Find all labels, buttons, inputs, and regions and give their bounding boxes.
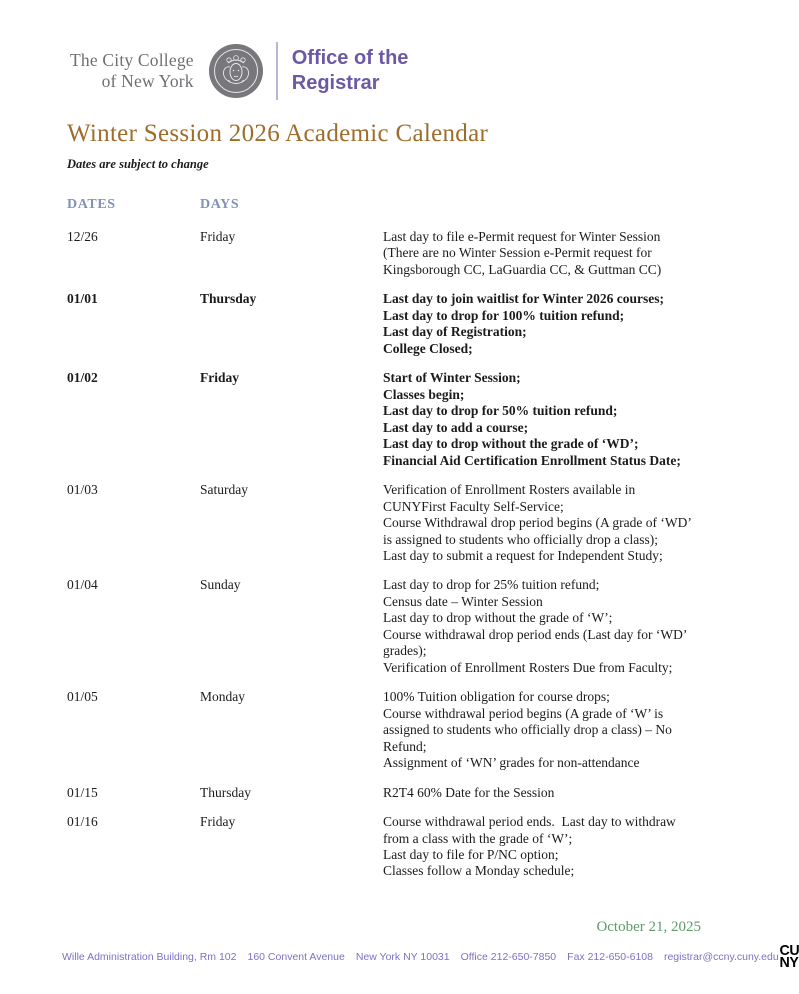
header	[70, 42, 408, 100]
description-line: R2T4 60% Date for the Session	[383, 784, 555, 800]
office-name-line2: Registrar	[291, 72, 380, 94]
row-description	[383, 577, 693, 676]
footer-address-segment: registrar@ccny.cuny.edu	[663, 951, 779, 964]
college-name	[70, 50, 194, 92]
row-date: 01/04	[67, 577, 98, 593]
description-line: Last day to file e-Permit request for Winter Session (There are no Winter Session e-Permit request for Kingsborough CC, LaGuardia CC, & Guttman CC)	[383, 229, 662, 277]
description-line: Classes follow a Monday schedule;	[383, 863, 575, 879]
cuny-logo-line1: CU	[779, 942, 799, 959]
college-name-line1: The City College	[70, 50, 194, 70]
footer-address-segment: Office 212-650-7850	[460, 951, 557, 964]
row-date: 01/15	[67, 784, 98, 800]
description-line: Course withdrawal period ends. Last day to withdraw from a class with the grade of ‘W’;	[383, 814, 676, 846]
row-day: Sunday	[200, 577, 241, 593]
table-row	[67, 229, 707, 278]
header-divider	[276, 42, 278, 100]
row-day: Saturday	[200, 482, 248, 498]
dates-column-header: DATES	[67, 197, 116, 212]
table-row	[67, 482, 707, 564]
row-description	[383, 814, 693, 880]
row-date: 01/16	[67, 814, 98, 830]
description-line: Course withdrawal period begins (A grade of ‘W’ is assigned to students who officially drop a class) – No Refund;	[383, 705, 672, 754]
office-name	[292, 46, 409, 96]
cuny-logo-line2: NY	[779, 954, 799, 972]
page-title: Winter Session 2026 Academic Calendar	[67, 120, 489, 147]
row-day: Friday	[200, 229, 236, 244]
description-line: Last day to drop without the grade of ‘WD’;	[383, 436, 639, 452]
row-day: Monday	[200, 689, 245, 705]
footer-address-segment: New York NY 10031	[355, 951, 450, 964]
description-line: Financial Aid Certification Enrollment Status Date;	[383, 452, 681, 468]
row-date: 01/05	[67, 689, 98, 705]
description-line: Last day to drop for 25% tuition refund;	[383, 577, 600, 593]
calendar-table	[67, 197, 707, 893]
row-day: Thursday	[200, 784, 251, 800]
description-line: Census date – Winter Session	[383, 593, 543, 609]
description-line: Verification of Enrollment Rosters Due from Faculty;	[383, 659, 673, 675]
description-line: Start of Winter Session;	[383, 370, 521, 386]
description-line: Last day to join waitlist for Winter 2026 courses;	[383, 291, 664, 307]
row-date: 01/02	[67, 370, 98, 386]
row-date: 12/26	[67, 229, 98, 244]
description-column-header	[383, 197, 693, 213]
description-line: Verification of Enrollment Rosters available in CUNYFirst Faculty Self-Service;	[383, 482, 636, 514]
description-line: Last day of Registration;	[383, 324, 527, 340]
footer-address-segment: Fax 212-650-6108	[567, 951, 653, 964]
table-row	[67, 689, 707, 771]
footer-address-segment: 160 Convent Avenue	[247, 951, 345, 964]
description-line: Assignment of ‘WN’ grades for non-attendance	[383, 755, 640, 771]
table-row	[67, 785, 707, 801]
footer-address	[62, 951, 779, 963]
row-date: 01/01	[67, 291, 98, 307]
description-line: College Closed;	[383, 340, 473, 356]
row-date: 01/03	[67, 482, 98, 498]
table-row	[67, 291, 707, 357]
description-line: Course Withdrawal drop period begins (A grade of ‘WD’ is assigned to students who officially drop a class);	[383, 515, 691, 547]
description-line: 100% Tuition obligation for course drops;	[383, 689, 610, 705]
description-line: Course withdrawal drop period ends (Last day for ‘WD’ grades);	[383, 626, 687, 659]
days-column-header: DAYS	[200, 197, 240, 212]
row-day: Thursday	[200, 291, 257, 307]
page-subtitle: Dates are subject to change	[67, 157, 209, 171]
table-row	[67, 370, 707, 469]
table-row	[67, 577, 707, 676]
table-row	[67, 814, 707, 880]
row-description	[383, 291, 693, 357]
description-line: Last day to file for P/NC option;	[383, 847, 559, 862]
row-description	[383, 689, 693, 771]
row-description	[383, 482, 693, 564]
row-description	[383, 229, 693, 278]
footer	[62, 942, 799, 972]
description-line: Last day to drop without the grade of ‘W’;	[383, 610, 613, 626]
description-line: Last day to add a course;	[383, 419, 529, 435]
row-description	[383, 785, 693, 801]
description-line: Last day to drop for 100% tuition refund;	[383, 307, 625, 323]
table-header	[67, 197, 707, 213]
description-line: Classes begin;	[383, 386, 465, 402]
cuny-logo	[779, 942, 799, 972]
footer-address-segment: Wille Administration Building, Rm 102	[62, 951, 237, 964]
row-day: Friday	[200, 370, 239, 386]
row-day: Friday	[200, 814, 236, 830]
ccny-seal-icon	[208, 43, 264, 99]
description-line: Last day to drop for 50% tuition refund;	[383, 403, 618, 419]
college-name-line2: of New York	[101, 71, 194, 91]
document-date: October 21, 2025	[596, 919, 701, 935]
description-line: Last day to submit a request for Independent Study;	[383, 547, 663, 563]
office-name-line1: Office of the	[291, 47, 409, 69]
row-description	[383, 370, 693, 469]
calendar-rows	[67, 229, 707, 880]
